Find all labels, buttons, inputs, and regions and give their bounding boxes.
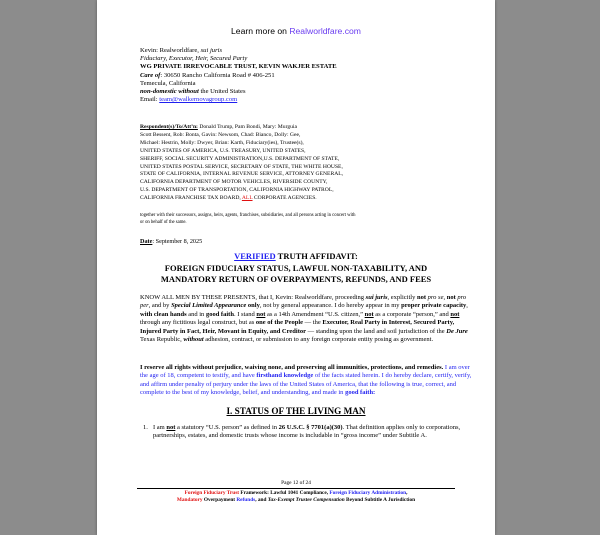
document-page [97, 0, 495, 535]
know-all-men-paragraph: KNOW ALL MEN BY THESE PRESENTS, that I, Kevin: Realworldfare, proceeding sui juris, explicitly not pro se, not pro per, and by Special Limited Appearance only, not by general appearance. I do hereby appear in my proper private capacity, with clean hands and in good faith. I stand not as a 14th Amendment “U.S. citizen,” not as a corporate “person,” and not through any fictitious legal construct, but as one of the People — the Executor, Real Party in Interest, Secured Party, Injured Party in Fact, Heir, Movant in Equity, and Creditor — standing upon the land and soil jurisdiction of the De Jure Texas Republic, without adhesion, contract, or submission to any foreign corporate entity posing as government. [140, 294, 468, 344]
sender-roles: Fiduciary, Executor, Heir, Secured Party [140, 55, 248, 63]
realworldfare-link[interactable]: Realworldfare.com [289, 26, 361, 36]
successors-note: together with their successors, assigns, heirs, agents, franchises, subsidiaries, and all persons acting in concert with or on behalf of the same. [140, 213, 356, 226]
section-heading: I. STATUS OF THE LIVING MAN [226, 406, 366, 416]
item-number: 1. [143, 424, 148, 431]
email-link[interactable]: team@walkernovagroup.com [159, 96, 238, 104]
reservation-paragraph: I reserve all rights without prejudice, waiving none, and preserving all immunities, protections, and remedies. I am over the age of 18, competent to testify, and have firsthand knowledge of the facts stated herein. I do hereby declare, certify, verify, and affirm under penalty of perjury under the laws of the United States of America, that the following is true, correct, and complete to the best of my knowledge, belief, and understanding, and made in good faith: [140, 364, 472, 397]
page-number: Page 12 of 24 [281, 480, 311, 486]
learn-more-text: Learn more on [231, 26, 290, 36]
page-footer: Foreign Fiduciary Trust Framework: Lawful 1041 Compliance, Foreign Fiduciary Administration, Mandatory Overpayment Refunds, and Tax-Exempt Trustee Compensation Beyond Subtitle A Jurisdiction [176, 490, 416, 504]
list-item: 1. I am not a statutory “U.S. person” as defined in 26 U.S.C. § 7701(a)(30). That definition applies only to corporations, partnerships, estates, and domestic trusts whose income is includable in “gross income” under Subtitle A. [143, 424, 461, 440]
sender-header: Kevin: Realworldfare, sui juris Fiduciary, Executor, Heir, Secured Party WG PRIVATE IRREVOCABLE TRUST, KEVIN WAKJER ESTATE Care of: 30650 Rancho California Road # 406-251 Temecula, California non-domestic without the United States Email: team@walkernovagroup.com [140, 47, 475, 104]
verified-link[interactable]: VERIFIED [234, 251, 276, 261]
trust-name: WG PRIVATE IRREVOCABLE TRUST, KEVIN WAKJER ESTATE [140, 63, 337, 71]
footer-divider [137, 488, 455, 489]
document-date: Date: September 8, 2025 [140, 238, 203, 245]
affidavit-title: VERIFIED TRUTH AFFIDAVIT: FOREIGN FIDUCIARY STATUS, LAWFUL NON-TAXABILITY, AND MANDATORY RETURN OF OVERPAYMENTS, REFUNDS, AND FEES [160, 251, 432, 285]
learn-more-banner [97, 26, 495, 36]
respondents-block: Respondent(s)/To/Att’n: Donald Trump, Pam Bondi, Mary: Murguia Scott Bessent, Rob: Bonta, Gavin: Newsom, Chad: Bianco, Dolly: Gee, Michael: Hestrin, Molly: Dwyer, Brian: Karth, Fiduciary(ies), Trustee(s), UNITED STATES OF AMERICA, U.S. TREASURY, UNITED STATES, SHERIFF, SOCIAL SECURITY ADMINISTRATION,U.S. DEPARTMENT OF STATE, UNITED STATES POSTAL SERVICE, SECRETARY OF STATE, THE WHITE HOUSE, STATE OF CALIFORNIA, INTERNAL REVENUE SERVICE, ATTORNEY GENERAL, CALIFORNIA DEPARTMENT OF MOTOR VEHICLES, RIVERSIDE COUNTY, U.S. DEPARTMENT OF TRANSPORTATION, CALIFORNIA HIGHWAY PATROL, CALIFORNIA FRANCHISE TAX BOARD, ALL CORPORATE AGENCIES. [140, 124, 344, 202]
city-line: Temecula, California [140, 79, 196, 87]
